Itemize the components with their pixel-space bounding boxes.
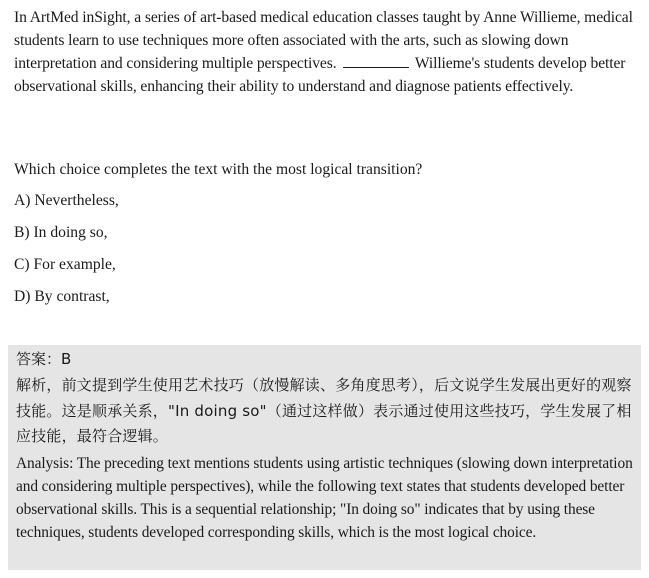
analysis-english: Analysis: The preceding text mentions students using artistic techniques (slowing down interpretation and considering multiple perspectives), while the following text states that students developed better observational skills. This is a sequential relationship; "In doing so" indicates that by using these techniques, students developed corresponding skills, which is the most logical choice. — [16, 455, 633, 541]
passage-part-1: In ArtMed inSight, a series of art-based medical education classes taught by Anne Willieme, medical students learn to use techniques more often associated with the arts, such as slowing down interpretation and considering multiple perspectives. — [14, 9, 633, 72]
passage-part-2: Willieme's students develop better observational skills, enhancing their ability to understand and diagnose patients effectively. — [14, 55, 626, 95]
choice-b[interactable]: B) In doing so, — [14, 224, 108, 241]
question-prompt: Which choice completes the text with the most logical transition? — [14, 161, 423, 178]
passage-text — [14, 6, 642, 98]
answer-blank — [343, 55, 409, 68]
choice-d[interactable]: D) By contrast, — [14, 288, 110, 305]
answer-explanation-box — [8, 345, 641, 570]
answer-choices — [14, 190, 119, 318]
analysis-chinese: 解析，前文提到学生使用艺术技巧（放慢解读、多角度思考），后文说学生发展出更好的观察技能。这是顺承关系，"In doing so"（通过这样做）表示通过使用这些技巧，学生发展了相应技能，最符合逻辑。 — [16, 376, 632, 445]
choice-c[interactable]: C) For example, — [14, 256, 116, 273]
choice-a[interactable]: A) Nevertheless, — [14, 192, 119, 209]
answer-label: 答案：B — [16, 350, 72, 368]
